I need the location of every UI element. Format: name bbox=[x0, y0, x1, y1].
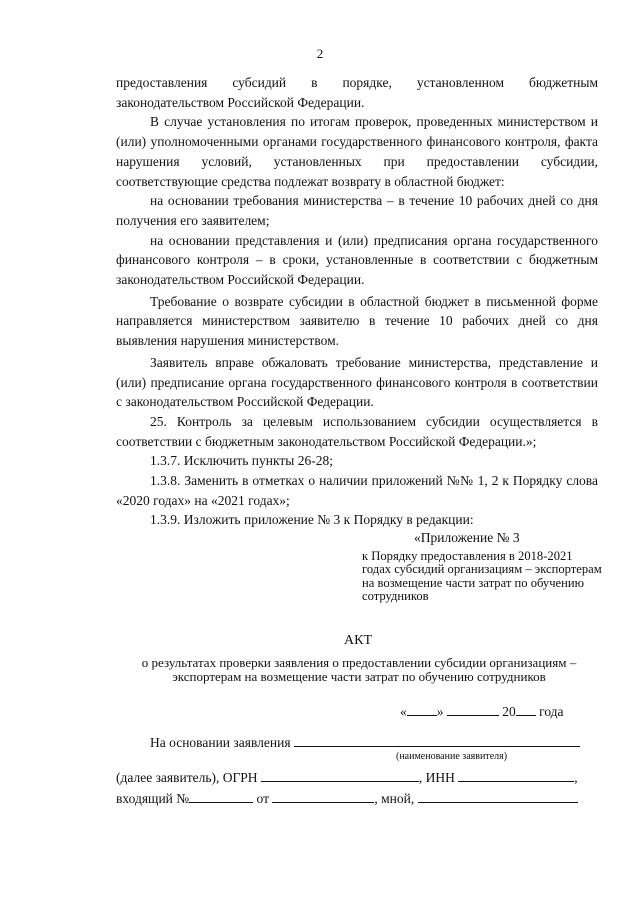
paragraph: В случае установления по итогам проверок, проведенных министерством и (или) уполномоченными органами государственного финансового контроля, факта нарушения условий, установленных при предоставлении субсидии, соответствующие средства подлежат возврату в областной бюджет: bbox=[116, 114, 598, 189]
date-year-prefix: 20 bbox=[502, 704, 516, 719]
ogrn-blank[interactable] bbox=[261, 769, 419, 782]
incoming-prefix: входящий № bbox=[116, 791, 190, 806]
inn-label: , ИНН bbox=[418, 770, 455, 785]
page-number: 2 bbox=[316, 46, 324, 61]
year-blank[interactable] bbox=[516, 703, 536, 716]
act-subtitle: о результатах проверки заявления о предоставлении субсидии организациям – экспортерам на возмещение части затрат по обучению сотрудников bbox=[141, 655, 577, 684]
incoming-line bbox=[116, 790, 578, 807]
paragraph: 1.3.9. Изложить приложение № 3 к Порядку в редакции: bbox=[150, 512, 474, 528]
basis-line bbox=[150, 734, 580, 751]
date-close-quote: » bbox=[436, 704, 444, 719]
date-open-quote: « bbox=[400, 704, 407, 719]
appendix-block bbox=[362, 531, 602, 604]
paragraph: Требование о возврате субсидии в областной бюджет в письменной форме направляется министерством заявителю в течение 10 рабочих дней со дня выявления нарушения министерством. bbox=[116, 293, 598, 349]
appendix-heading: «Приложение № 3 bbox=[414, 530, 520, 545]
appendix-text: к Порядку предоставления в 2018-2021 годах субсидий организациям – экспортерам на возмещение части затрат по обучению сотрудников bbox=[362, 548, 602, 604]
applicant-caption: (наименование заявителя) bbox=[396, 751, 508, 762]
body-text bbox=[116, 73, 598, 530]
act-title: АКТ bbox=[344, 633, 372, 648]
date-line bbox=[400, 703, 564, 720]
paragraph: 1.3.8. Заменить в отметках о наличии приложений №№ 1, 2 к Порядку слова «2020 годах» на «2021 годах»; bbox=[116, 473, 598, 508]
paragraph: 25. Контроль за целевым использованием субсидии осуществляется в соответствии с бюджетным законодательством Российской Федерации.»; bbox=[116, 413, 598, 449]
basis-label: На основании заявления bbox=[150, 735, 291, 750]
paragraph: на основании требования министерства – в течение 10 рабочих дней со дня получения его заявителем; bbox=[116, 193, 598, 228]
ogrn-line bbox=[116, 769, 578, 786]
paragraph: 1.3.7. Исключить пункты 26-28; bbox=[150, 453, 333, 469]
paragraph: предоставления субсидий в порядке, установленном бюджетным законодательством Российской Федерации. bbox=[116, 75, 598, 110]
inspector-blank[interactable] bbox=[418, 790, 578, 803]
ogrn-line-end: , bbox=[574, 770, 578, 785]
incoming-from: от bbox=[256, 791, 270, 806]
incoming-me: , мной, bbox=[374, 791, 415, 806]
incoming-number-blank[interactable] bbox=[189, 790, 253, 803]
inn-blank[interactable] bbox=[458, 769, 574, 782]
day-blank[interactable] bbox=[407, 703, 437, 716]
paragraph: Заявитель вправе обжаловать требование министерства, представление и (или) предписание органа государственного финансового контроля в соответствии с законодательством Российской Федерации. bbox=[116, 354, 598, 410]
applicant-name-blank[interactable] bbox=[294, 734, 580, 747]
month-blank[interactable] bbox=[447, 703, 499, 716]
incoming-date-blank[interactable] bbox=[272, 790, 374, 803]
date-suffix: года bbox=[539, 704, 564, 719]
ogrn-prefix: (далее заявитель), ОГРН bbox=[116, 770, 258, 785]
paragraph: на основании представления и (или) предписания органа государственного финансового контроля – в сроки, установленные в соответствии с бюджетным законодательством Российской Федерации. bbox=[116, 232, 598, 288]
